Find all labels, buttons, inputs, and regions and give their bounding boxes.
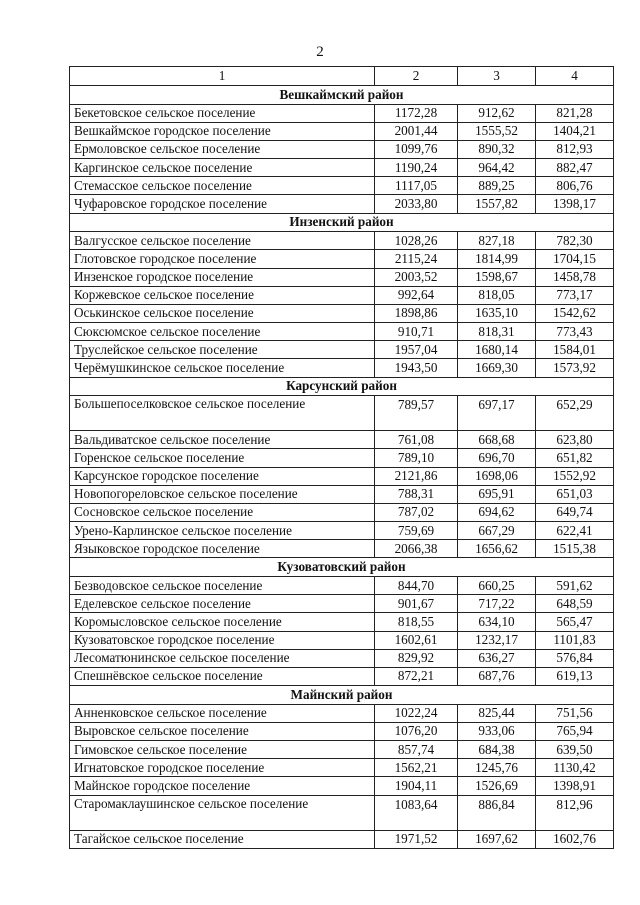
value-col-2: 1190,24 <box>375 159 458 177</box>
value-col-4: 1398,17 <box>536 195 614 213</box>
table-row <box>70 396 614 431</box>
value-col-4: 652,29 <box>536 396 614 431</box>
value-col-3: 696,70 <box>458 449 536 467</box>
value-col-3: 890,32 <box>458 140 536 158</box>
settlement-name: Старомаклаушинское сельское поселение <box>70 795 375 830</box>
value-col-3: 1635,10 <box>458 304 536 322</box>
district-header-row <box>70 86 614 105</box>
value-col-4: 773,17 <box>536 286 614 304</box>
value-col-3: 634,10 <box>458 613 536 631</box>
value-col-2: 788,31 <box>375 485 458 503</box>
settlement-name: Тагайское сельское поселение <box>70 830 375 848</box>
value-col-3: 697,17 <box>458 396 536 431</box>
value-col-4: 651,82 <box>536 449 614 467</box>
settlement-name: Коржевское сельское поселение <box>70 286 375 304</box>
district-header-row <box>70 558 614 577</box>
value-col-3: 667,29 <box>458 522 536 540</box>
table-row <box>70 268 614 286</box>
table-row <box>70 830 614 848</box>
value-col-2: 787,02 <box>375 503 458 521</box>
settlement-name: Чуфаровское городское поселение <box>70 195 375 213</box>
value-col-3: 1598,67 <box>458 268 536 286</box>
value-col-4: 1542,62 <box>536 304 614 322</box>
value-col-4: 1573,92 <box>536 359 614 377</box>
value-col-2: 1898,86 <box>375 304 458 322</box>
value-col-4: 1704,15 <box>536 250 614 268</box>
value-col-2: 1099,76 <box>375 140 458 158</box>
value-col-3: 684,38 <box>458 740 536 758</box>
table-row <box>70 250 614 268</box>
settlement-name: Инзенское городское поселение <box>70 268 375 286</box>
table-row <box>70 177 614 195</box>
value-col-4: 576,84 <box>536 649 614 667</box>
table-row <box>70 286 614 304</box>
district-header-row <box>70 686 614 705</box>
table-header-row <box>70 67 614 86</box>
table-row <box>70 431 614 449</box>
settlement-name: Вешкаймское городское поселение <box>70 122 375 140</box>
table-row <box>70 595 614 613</box>
settlement-name: Коромысловское сельское поселение <box>70 613 375 631</box>
value-col-4: 619,13 <box>536 667 614 685</box>
value-col-4: 1130,42 <box>536 759 614 777</box>
value-col-2: 2066,38 <box>375 540 458 558</box>
settlement-name: Сосновское сельское поселение <box>70 503 375 521</box>
district-header-row <box>70 377 614 396</box>
value-col-2: 818,55 <box>375 613 458 631</box>
table-row <box>70 795 614 830</box>
value-col-3: 818,31 <box>458 323 536 341</box>
value-col-2: 789,57 <box>375 396 458 431</box>
value-col-4: 651,03 <box>536 485 614 503</box>
table-row <box>70 485 614 503</box>
table-row <box>70 649 614 667</box>
value-col-4: 639,50 <box>536 740 614 758</box>
settlement-name: Стемасское сельское поселение <box>70 177 375 195</box>
settlement-name: Новопогореловское сельское поселение <box>70 485 375 503</box>
value-col-3: 1697,62 <box>458 830 536 848</box>
value-col-2: 1943,50 <box>375 359 458 377</box>
value-col-2: 1172,28 <box>375 104 458 122</box>
table-row <box>70 449 614 467</box>
settlement-name: Майнское городское поселение <box>70 777 375 795</box>
value-col-4: 1458,78 <box>536 268 614 286</box>
value-col-2: 1562,21 <box>375 759 458 777</box>
settlement-name: Глотовское городское поселение <box>70 250 375 268</box>
value-col-2: 1904,11 <box>375 777 458 795</box>
column-header: 4 <box>536 67 614 86</box>
settlement-name: Вальдиватское сельское поселение <box>70 431 375 449</box>
value-col-2: 1028,26 <box>375 232 458 250</box>
value-col-3: 1557,82 <box>458 195 536 213</box>
settlement-name: Гимовское сельское поселение <box>70 740 375 758</box>
settlement-name: Оськинское сельское поселение <box>70 304 375 322</box>
value-col-2: 1971,52 <box>375 830 458 848</box>
table-row <box>70 159 614 177</box>
table-row <box>70 323 614 341</box>
settlement-name: Горенское сельское поселение <box>70 449 375 467</box>
value-col-4: 649,74 <box>536 503 614 521</box>
settlement-name: Лесоматюнинское сельское поселение <box>70 649 375 667</box>
value-col-3: 660,25 <box>458 576 536 594</box>
value-col-3: 825,44 <box>458 704 536 722</box>
value-col-2: 910,71 <box>375 323 458 341</box>
settlement-name: Сюксюмское сельское поселение <box>70 323 375 341</box>
value-col-4: 806,76 <box>536 177 614 195</box>
value-col-3: 933,06 <box>458 722 536 740</box>
value-col-4: 812,96 <box>536 795 614 830</box>
column-header: 2 <box>375 67 458 86</box>
value-col-3: 694,62 <box>458 503 536 521</box>
settlement-name: Анненковское сельское поселение <box>70 704 375 722</box>
district-name: Инзенский район <box>70 213 614 232</box>
table-row <box>70 341 614 359</box>
value-col-3: 964,42 <box>458 159 536 177</box>
district-header-row <box>70 213 614 232</box>
district-name: Вешкаймский район <box>70 86 614 105</box>
value-col-2: 1083,64 <box>375 795 458 830</box>
settlement-name: Еделевское сельское поселение <box>70 595 375 613</box>
value-col-4: 1552,92 <box>536 467 614 485</box>
table-row <box>70 304 614 322</box>
table-row <box>70 704 614 722</box>
table-row <box>70 522 614 540</box>
column-header: 1 <box>70 67 375 86</box>
table-row <box>70 722 614 740</box>
value-col-2: 2003,52 <box>375 268 458 286</box>
value-col-2: 829,92 <box>375 649 458 667</box>
district-name: Майнский район <box>70 686 614 705</box>
value-col-3: 695,91 <box>458 485 536 503</box>
settlement-name: Большепоселковское сельское поселение <box>70 396 375 431</box>
settlement-name: Спешнёвское сельское поселение <box>70 667 375 685</box>
settlement-name: Языковское городское поселение <box>70 540 375 558</box>
settlement-name: Ермоловское сельское поселение <box>70 140 375 158</box>
value-col-3: 1669,30 <box>458 359 536 377</box>
value-col-2: 759,69 <box>375 522 458 540</box>
value-col-3: 827,18 <box>458 232 536 250</box>
value-col-2: 1076,20 <box>375 722 458 740</box>
table-row <box>70 467 614 485</box>
value-col-2: 872,21 <box>375 667 458 685</box>
table-row <box>70 613 614 631</box>
value-col-4: 751,56 <box>536 704 614 722</box>
table-row <box>70 122 614 140</box>
value-col-3: 717,22 <box>458 595 536 613</box>
value-col-2: 2033,80 <box>375 195 458 213</box>
value-col-2: 789,10 <box>375 449 458 467</box>
value-col-2: 901,67 <box>375 595 458 613</box>
settlement-name: Безводовское сельское поселение <box>70 576 375 594</box>
value-col-3: 1245,76 <box>458 759 536 777</box>
table-row <box>70 232 614 250</box>
value-col-4: 1398,91 <box>536 777 614 795</box>
value-col-4: 648,59 <box>536 595 614 613</box>
value-col-4: 1602,76 <box>536 830 614 848</box>
value-col-2: 1602,61 <box>375 631 458 649</box>
value-col-3: 1814,99 <box>458 250 536 268</box>
settlement-name: Черёмушкинское сельское поселение <box>70 359 375 377</box>
table-row <box>70 503 614 521</box>
settlement-name: Карсунское городское поселение <box>70 467 375 485</box>
table-row <box>70 631 614 649</box>
value-col-3: 889,25 <box>458 177 536 195</box>
value-col-4: 821,28 <box>536 104 614 122</box>
value-col-4: 623,80 <box>536 431 614 449</box>
value-col-4: 1404,21 <box>536 122 614 140</box>
table-row <box>70 195 614 213</box>
value-col-4: 1101,83 <box>536 631 614 649</box>
value-col-2: 1117,05 <box>375 177 458 195</box>
value-col-3: 1232,17 <box>458 631 536 649</box>
value-col-2: 2121,86 <box>375 467 458 485</box>
value-col-3: 636,27 <box>458 649 536 667</box>
value-col-4: 591,62 <box>536 576 614 594</box>
value-col-4: 1584,01 <box>536 341 614 359</box>
table-row <box>70 359 614 377</box>
value-col-3: 668,68 <box>458 431 536 449</box>
settlement-name: Игнатовское городское поселение <box>70 759 375 777</box>
value-col-2: 844,70 <box>375 576 458 594</box>
settlement-name: Выровское сельское поселение <box>70 722 375 740</box>
value-col-4: 1515,38 <box>536 540 614 558</box>
settlement-name: Труслейское сельское поселение <box>70 341 375 359</box>
value-col-3: 1526,69 <box>458 777 536 795</box>
settlement-name: Бекетовское сельское поселение <box>70 104 375 122</box>
value-col-4: 765,94 <box>536 722 614 740</box>
table-row <box>70 777 614 795</box>
value-col-3: 818,05 <box>458 286 536 304</box>
value-col-3: 687,76 <box>458 667 536 685</box>
value-col-2: 2001,44 <box>375 122 458 140</box>
district-name: Карсунский район <box>70 377 614 396</box>
value-col-4: 565,47 <box>536 613 614 631</box>
page-number: 2 <box>316 44 324 60</box>
table-row <box>70 759 614 777</box>
value-col-2: 2115,24 <box>375 250 458 268</box>
value-col-2: 1957,04 <box>375 341 458 359</box>
table-row <box>70 140 614 158</box>
value-col-3: 1555,52 <box>458 122 536 140</box>
value-col-4: 882,47 <box>536 159 614 177</box>
table-row <box>70 576 614 594</box>
settlement-name: Урено-Карлинское сельское поселение <box>70 522 375 540</box>
tariff-table <box>69 66 614 849</box>
table-row <box>70 667 614 685</box>
settlement-name: Каргинское сельское поселение <box>70 159 375 177</box>
table-row <box>70 740 614 758</box>
value-col-4: 812,93 <box>536 140 614 158</box>
value-col-3: 1680,14 <box>458 341 536 359</box>
value-col-2: 761,08 <box>375 431 458 449</box>
settlement-name: Кузоватовское городское поселение <box>70 631 375 649</box>
value-col-2: 992,64 <box>375 286 458 304</box>
value-col-4: 622,41 <box>536 522 614 540</box>
table-row <box>70 540 614 558</box>
value-col-3: 886,84 <box>458 795 536 830</box>
column-header: 3 <box>458 67 536 86</box>
value-col-4: 773,43 <box>536 323 614 341</box>
value-col-3: 912,62 <box>458 104 536 122</box>
settlement-name: Валгусское сельское поселение <box>70 232 375 250</box>
value-col-2: 1022,24 <box>375 704 458 722</box>
table-row <box>70 104 614 122</box>
value-col-3: 1698,06 <box>458 467 536 485</box>
value-col-2: 857,74 <box>375 740 458 758</box>
value-col-3: 1656,62 <box>458 540 536 558</box>
district-name: Кузоватовский район <box>70 558 614 577</box>
value-col-4: 782,30 <box>536 232 614 250</box>
